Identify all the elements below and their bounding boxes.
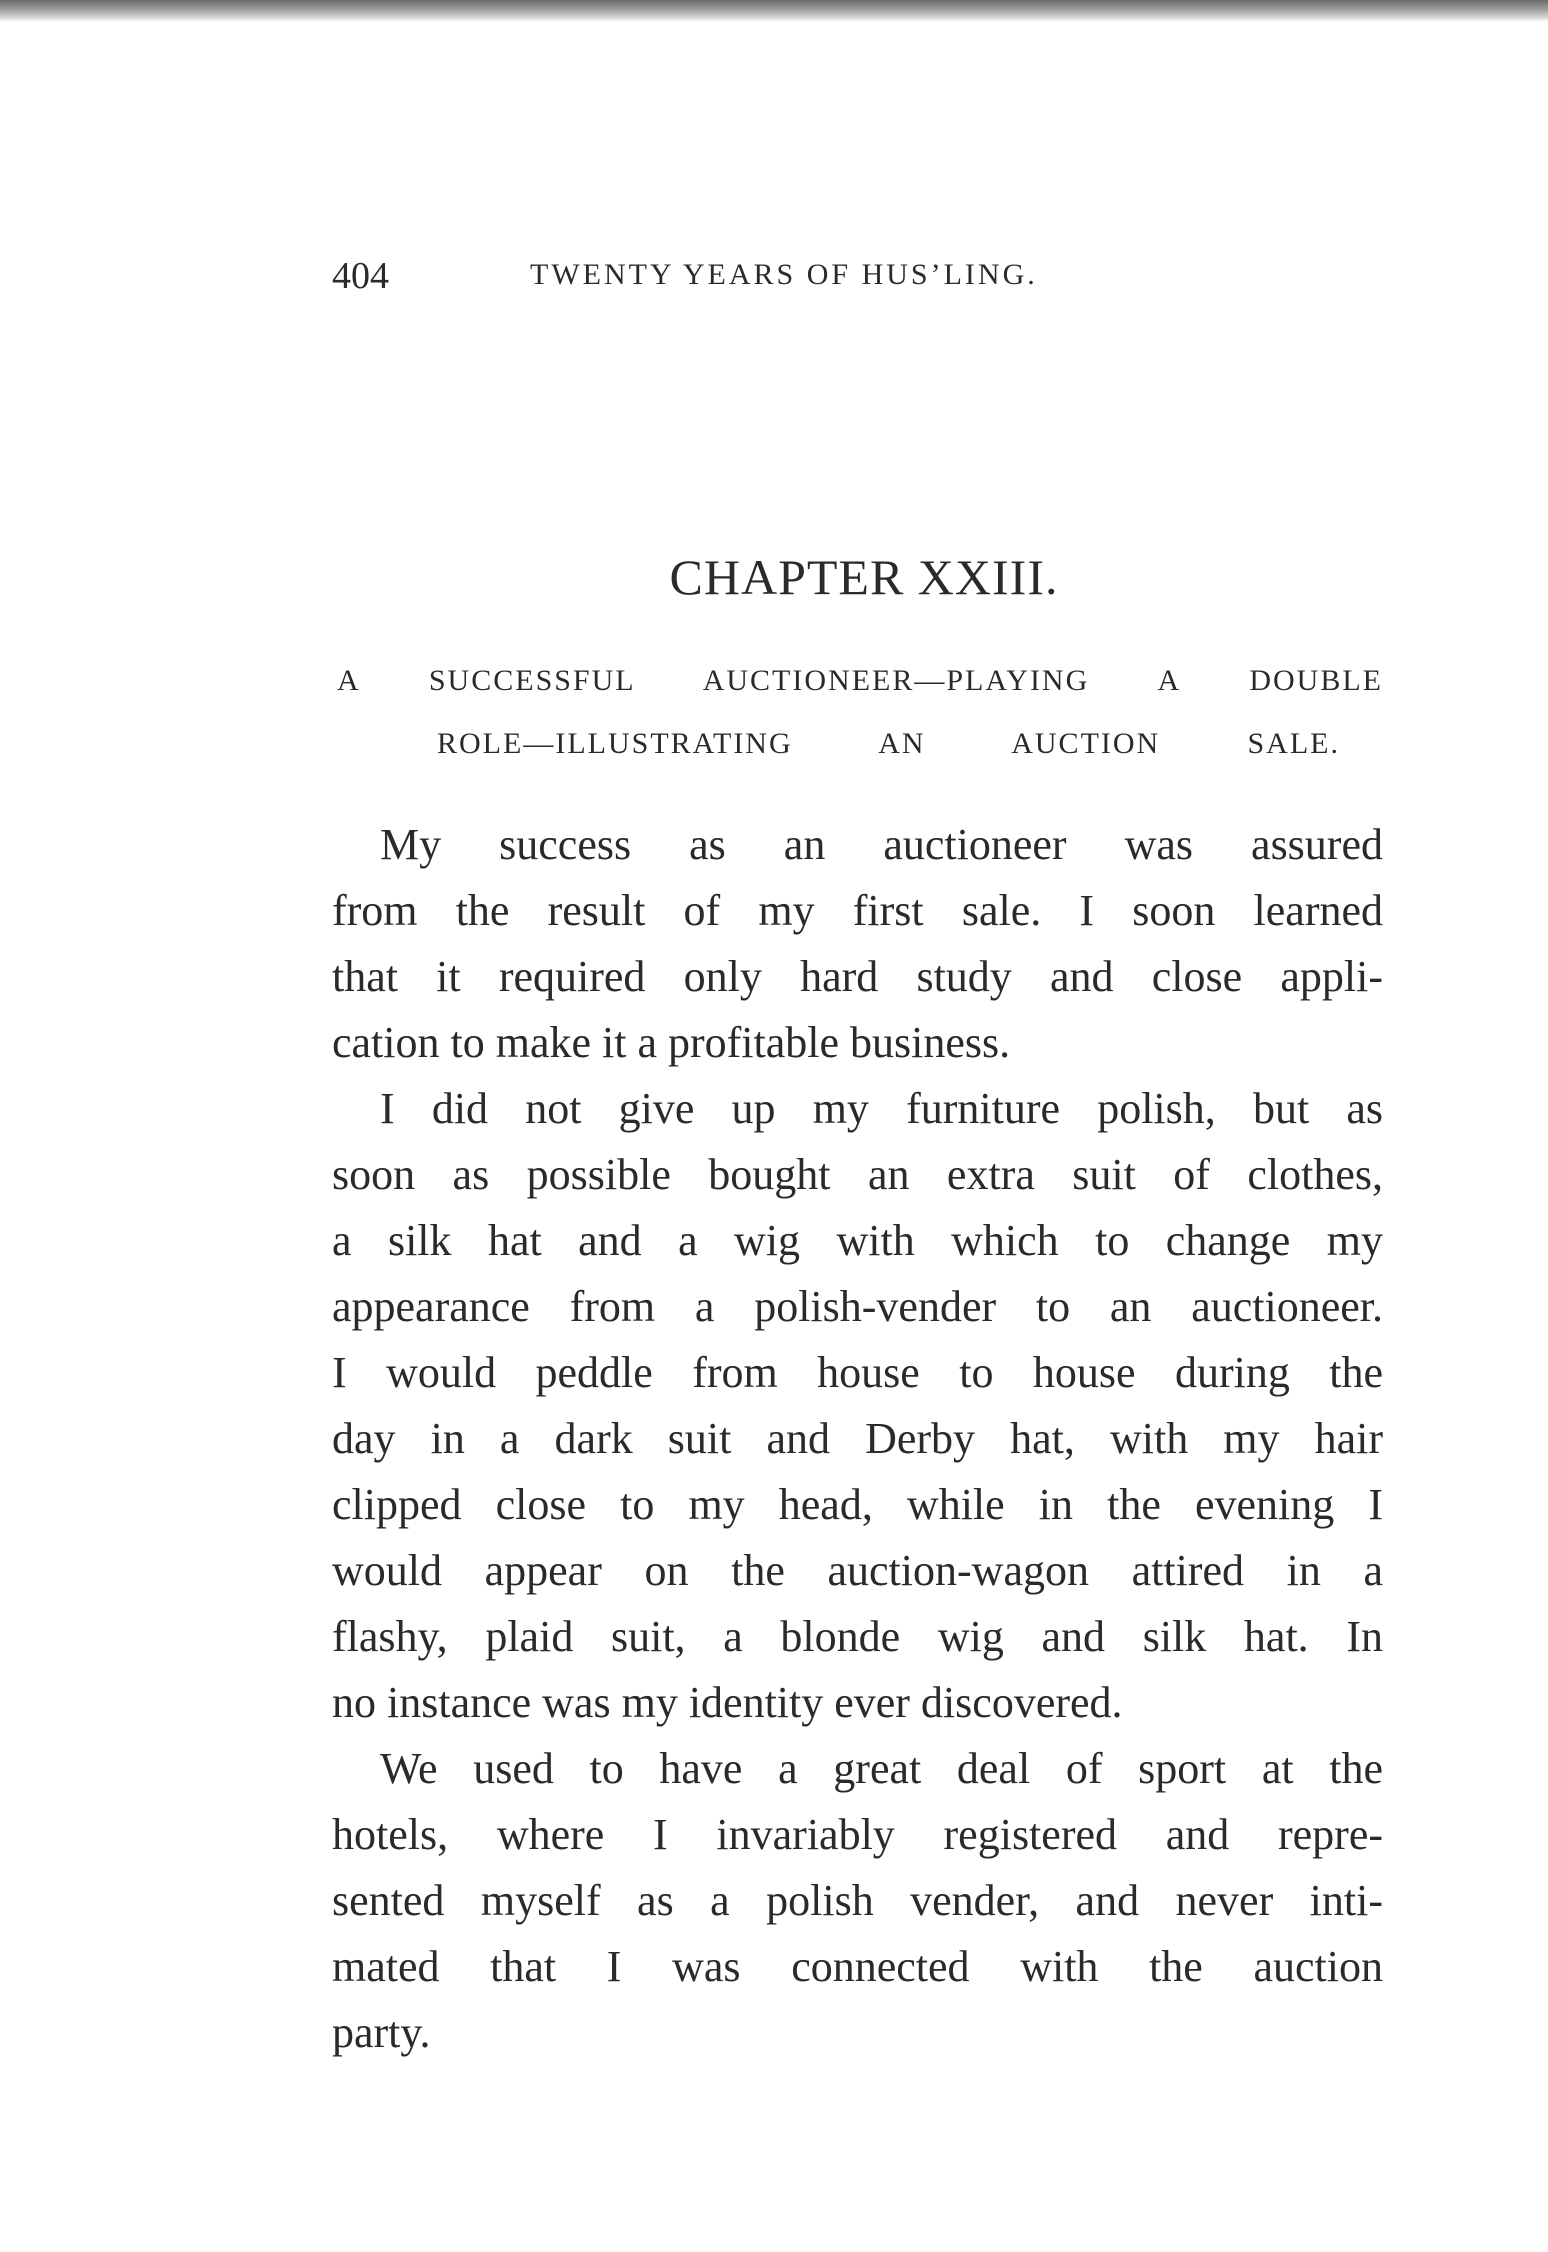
scan-edge — [0, 0, 1548, 22]
text-line: flashy, plaid suit, a blonde wig and silk hat. In — [332, 1612, 1383, 1661]
page-number: 404 — [332, 255, 389, 297]
text-line: My success as an auctioneer was assured — [380, 820, 1383, 869]
text-line: mated that I was connected with the auction — [332, 1942, 1383, 1991]
text-line: I did not give up my furniture polish, but as — [380, 1084, 1383, 1133]
text-line: would appear on the auction-wagon attired in a — [332, 1546, 1383, 1595]
text-line: soon as possible bought an extra suit of clothes, — [332, 1150, 1383, 1199]
text-line: from the result of my first sale. I soon learned — [332, 886, 1383, 935]
text-line: a silk hat and a wig with which to change my — [332, 1216, 1383, 1265]
chapter-title: CHAPTER XXIII. — [669, 549, 1059, 605]
text-line: day in a dark suit and Derby hat, with my hair — [332, 1414, 1383, 1463]
text-line: hotels, where I invariably registered and repre- — [332, 1810, 1383, 1859]
text-line: I would peddle from house to house during the — [332, 1348, 1383, 1397]
text-line: cation to make it a profitable business. — [332, 1018, 1011, 1067]
text-line: clipped close to my head, while in the evening I — [332, 1480, 1383, 1529]
body-text — [332, 812, 1383, 2066]
running-title: TWENTY YEARS OF HUS’LING. — [530, 258, 1038, 291]
text-line: no instance was my identity ever discovered. — [332, 1678, 1123, 1727]
text-line: We used to have a great deal of sport at the — [380, 1744, 1383, 1793]
chapter-summary-line: A SUCCESSFUL AUCTIONEER—PLAYING A DOUBLE — [337, 664, 1383, 697]
chapter-summary-line: ROLE—ILLUSTRATING AN AUCTION SALE. — [437, 727, 1340, 760]
text-line: appearance from a polish-vender to an auctioneer. — [332, 1282, 1383, 1331]
text-line: that it required only hard study and close appli- — [332, 952, 1383, 1001]
text-line: party. — [332, 2008, 431, 2057]
text-line: sented myself as a polish vender, and never inti- — [332, 1876, 1383, 1925]
